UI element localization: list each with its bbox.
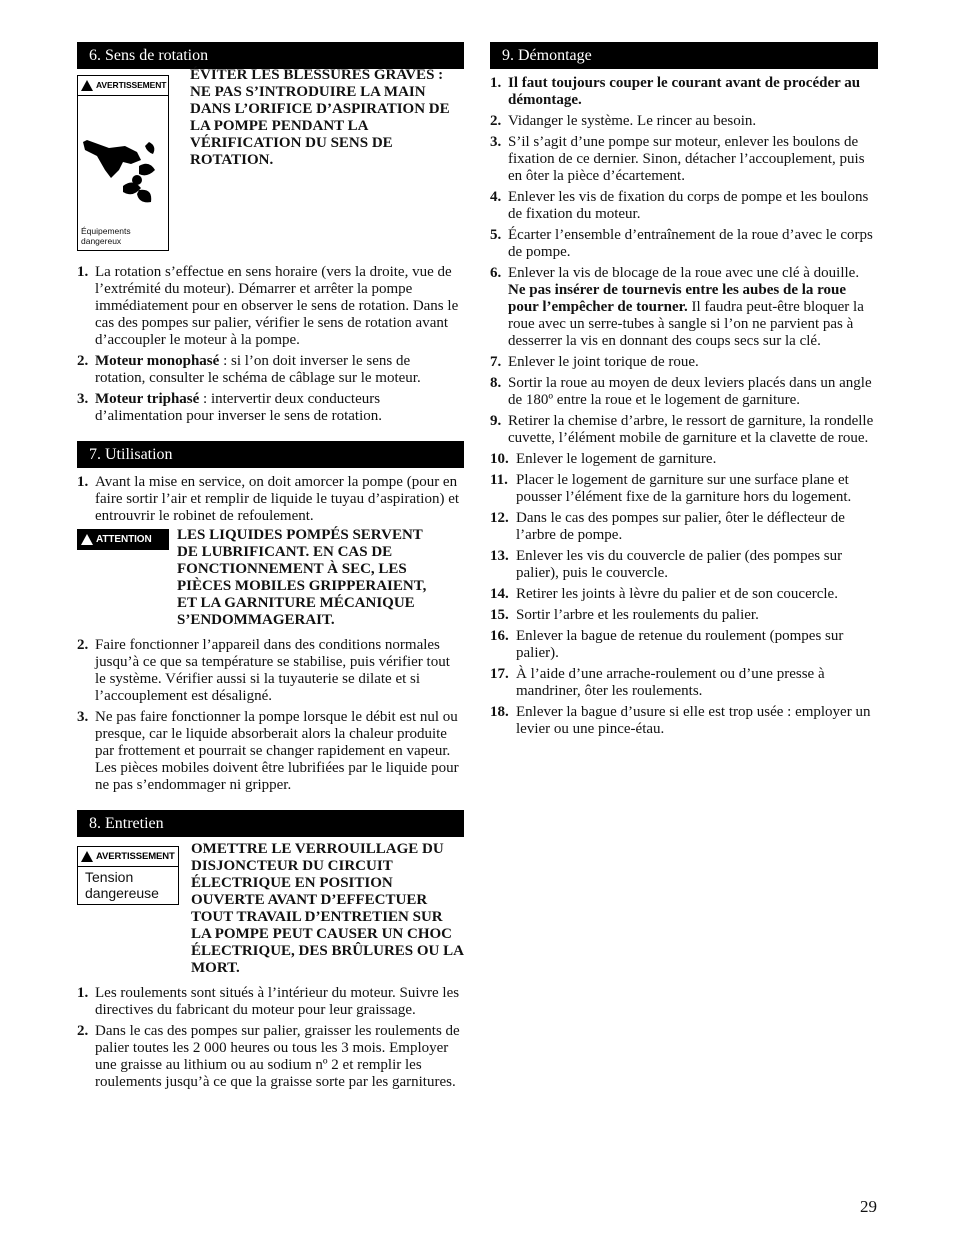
list-item: 15. Sortir l’arbre et les roulements du palier.: [490, 607, 759, 623]
caution-label-box: [77, 529, 169, 550]
warning-triangle-icon: [81, 851, 93, 862]
list-item: 8. Sortir la roue au moyen de deux leviers placés dans un angle de 180º entre la roue et le logement de garniture.: [490, 375, 872, 408]
list-item: 5. Écarter l’ensemble d’entraînement de la roue d’avec le corps de pompe.: [490, 227, 873, 260]
list-item: 17. À l’aide d’une arrache-roulement ou d’une presse à mandriner, ôter les roulements.: [490, 666, 825, 699]
section-utilisation: [77, 441, 464, 794]
list-item: 12. Dans le cas des pompes sur palier, ôter le déflecteur de l’arbre de pompe.: [490, 510, 845, 543]
warning-text: OMETTRE LE VERROUILLAGE DU DISJONCTEUR DU CIRCUIT ÉLECTRIQUE EN POSITION OUVERTE AVANT D’EFFECTUER TOUT TRAVAIL D’ENTRETIEN SUR LA POMPE PEUT CAUSER UN CHOC ÉLECTRIQUE, DES BRÛLURES OU LA MORT.: [191, 841, 464, 976]
warning-triangle-icon: [81, 80, 93, 91]
list-item: 3. S’il s’agit d’une pompe sur moteur, enlever les boulons de fixation de ce dernier. Sinon, détacher l’accouplement, puis en ôter la pièce d’écartement.: [490, 134, 865, 184]
list-item: 14. Retirer les joints à lèvre du palier et de son coucercle.: [490, 586, 838, 602]
hazard-warning-icon-box: [77, 75, 169, 251]
list-item: 9. Retirer la chemise d’arbre, le ressort de garniture, la rondelle cuvette, l’élément mobile de garniture et la clavette de roue.: [490, 413, 874, 446]
warning-block: [77, 67, 464, 251]
hand-fan-hazard-icon: [79, 100, 167, 220]
list-item: 2. Vidanger le système. Le rincer au besoin.: [490, 113, 757, 129]
list-item: 1. Les roulements sont situés à l’intérieur du moteur. Suivre les directives du fabricant du moteur pour leur graissage.: [77, 985, 460, 1018]
caution-strip: ATTENTION: [78, 530, 168, 549]
section-heading: 8. Entretien: [77, 810, 464, 837]
list-item: 2. Moteur monophasé : si l’on doit inverser le sens de rotation, consulter le schéma de câblage sur le moteur.: [77, 353, 421, 386]
electrical-warning-box: [77, 846, 179, 905]
list-item: 16. Enlever la bague de retenue du roulement (pompes sur palier).: [490, 628, 844, 661]
warning-strip: AVERTISSEMENT: [78, 847, 178, 867]
warning-strip: [78, 76, 168, 96]
icon-caption: Équipements dangereux: [81, 226, 131, 246]
caution-text: LES LIQUIDES POMPÉS SERVENT DE LUBRIFICANT. EN CAS DE FONCTIONNEMENT À SEC, LES PIÈCES MOBILES GRIPPERAIENT, ET LA GARNITURE MÉCANIQUE S’ENDOMMAGERAIT.: [177, 527, 427, 628]
list-item: 6. Enlever la vis de blocage de la roue avec une clé à douille. Ne pas insérer de tournevis entre les aubes de la roue pour l’empêcher de tourner. Il faudra peut-être bloquer la roue avec un serre-tubes à sangle si l’on ne parvient pas à desserrer la vis en donnant des coups secs sur la clé.: [490, 265, 864, 349]
section-heading: 9. Démontage: [490, 42, 878, 69]
section-heading: 7. Utilisation: [77, 441, 464, 468]
list-item: 3. Ne pas faire fonctionner la pompe lorsque le débit est nul ou presque, car le liquide absorberait alors la chaleur produite par frottement et pourrait se changer rapidement en vapeur. Les pièces mobiles doivent être lubrifiées par le liquide pour ne pas s’endommager ni gripper.: [77, 709, 459, 793]
left-column: [77, 42, 464, 1105]
warning-label: AVERTISSEMENT: [96, 80, 167, 90]
caution-block: [77, 529, 464, 629]
warning-triangle-icon: [81, 534, 93, 545]
section-entretien: [77, 810, 464, 1091]
list-item: 7. Enlever le joint torique de roue.: [490, 354, 699, 370]
list-item: 13. Enlever les vis du couvercle de palier (des pompes sur palier), puis le couvercle.: [490, 548, 843, 581]
list-item: 3. Moteur triphasé : intervertir deux conducteurs d’alimentation pour inverser le sens de rotation.: [77, 391, 382, 424]
list-item: 1. La rotation s’effectue en sens horaire (vers la droite, vue de l’extrémité du moteur). Démarrer et arrêter la pompe immédiatement pour en observer le sens de rotation. Dans le cas des pompes sur palier, vérifier le sens de rotation avant d’accoupler le moteur à la pompe.: [77, 264, 459, 348]
list-item: 11. Placer le logement de garniture sur une surface plane et pousser l’élément fixe de la garniture hors du logement.: [490, 472, 852, 505]
warning-block: [77, 843, 464, 977]
list-item: 18. Enlever la bague d’usure si elle est trop usée : employer un levier ou une pince-étau.: [490, 704, 871, 737]
warning-caption: Tension dangereuse: [85, 869, 159, 901]
right-column: [490, 42, 878, 752]
list-item: 1. Avant la mise en service, on doit amorcer la pompe (pour en faire sortir l’air et remplir de liquide le tuyau d’aspiration) et entrouvrir le robinet de refoulement.: [77, 474, 460, 524]
page-number: 29: [860, 1197, 877, 1216]
list-item: 2. Dans le cas des pompes sur palier, graisser les roulements de palier toutes les 2 000 heures ou tous les 3 mois. Employer une graisse au lithium ou au sodium nº 2 et remplir les roulements jusqu’à ce que la graisse sorte par les garnitures.: [77, 1023, 460, 1090]
list-item: 10. Enlever le logement de garniture.: [490, 451, 717, 467]
list-item: 1. Il faut toujours couper le courant avant de procéder au démontage.: [490, 75, 861, 108]
warning-text: ÉVITER LES BLESSURES GRAVES : NE PAS S’INTRODUIRE LA MAIN DANS L’ORIFICE D’ASPIRATION DE LA POMPE PENDANT LA VÉRIFICATION DU SENS DE ROTATION.: [190, 67, 450, 168]
section-sens-de-rotation: [77, 42, 464, 425]
list-item: 2. Faire fonctionner l’appareil dans des conditions normales jusqu’à ce que sa température se stabilise, puis vérifier tout le système. Vérifier aussi si la tuyauterie se dilate et si l’accouplement est désaligné.: [77, 637, 450, 704]
list-item: 4. Enlever les vis de fixation du corps de pompe et les boulons de fixation du moteur.: [490, 189, 869, 222]
section-heading: 6. Sens de rotation: [77, 42, 464, 69]
section-demontage: [490, 42, 878, 738]
